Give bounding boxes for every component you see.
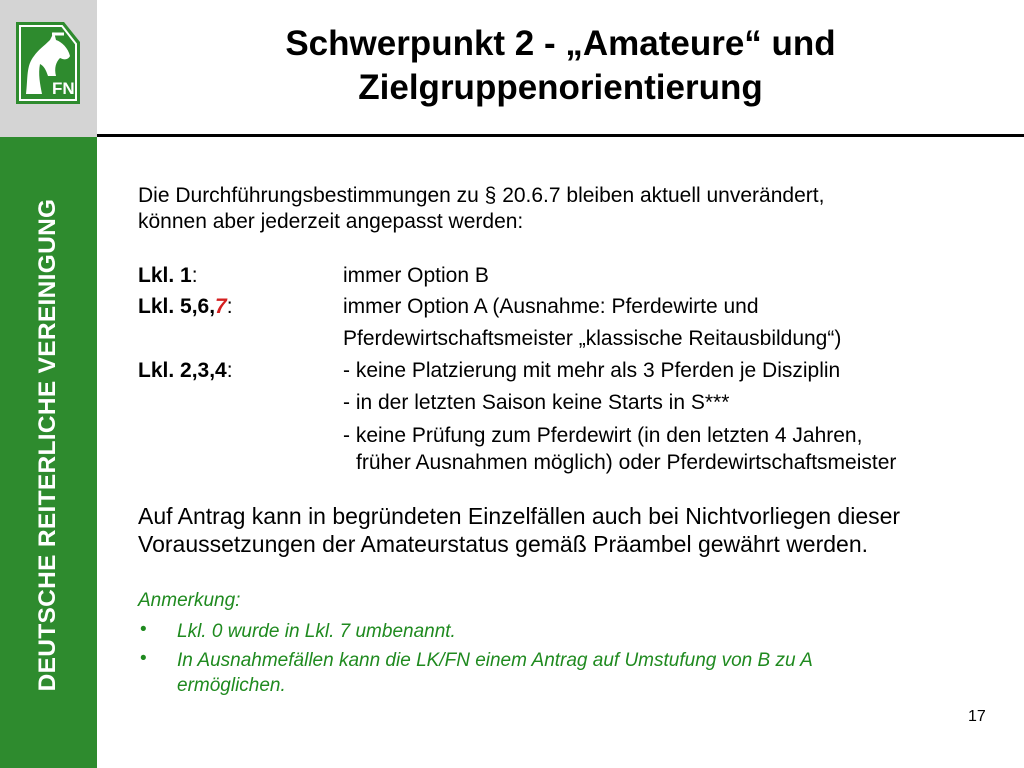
note-item-2-line-1: In Ausnahmefällen kann die LK/FN einem Antrag auf Umstufung von B zu A xyxy=(177,650,813,671)
intro-line-1: Die Durchführungsbestimmungen zu § 20.6.7 bleiben aktuell unverändert, xyxy=(138,184,825,207)
note-heading: Anmerkung: xyxy=(138,590,241,611)
lkl234-value-line-4: früher Ausnahmen möglich) oder Pferdewirtschaftsmeister xyxy=(356,451,897,474)
lkl567-value-line-2: Pferdewirtschaftsmeister „klassische Reitausbildung“) xyxy=(343,327,842,350)
page-number: 17 xyxy=(968,708,986,725)
title-line-1: Schwerpunkt 2 - „Amateure“ und xyxy=(285,24,836,63)
lkl567-label: Lkl. 5,6,7: xyxy=(138,295,233,318)
note-item-2 xyxy=(177,648,813,698)
sidebar-organization-text: DEUTSCHE REITERLICHE VEREINIGUNG xyxy=(34,198,61,692)
note-bullet-2: • xyxy=(140,648,147,669)
exception-paragraph xyxy=(138,502,1008,558)
logo-box xyxy=(0,0,97,137)
paragraph-line-2: Voraussetzungen der Amateurstatus gemäß Präambel gewährt werden. xyxy=(138,531,869,557)
logo-text: FN xyxy=(52,79,75,98)
note-item-1: Lkl. 0 wurde in Lkl. 7 umbenannt. xyxy=(177,621,456,642)
paragraph-line-1: Auf Antrag kann in begründeten Einzelfällen auch bei Nichtvorliegen dieser xyxy=(138,503,901,529)
intro-line-2: können aber jederzeit angepasst werden: xyxy=(138,210,524,233)
lkl234-value-line-3: - keine Prüfung zum Pferdewirt (in den letzten 4 Jahren, xyxy=(343,424,863,447)
lkl1-value: immer Option B xyxy=(343,264,489,287)
fn-horse-logo-icon xyxy=(12,20,84,106)
lkl7-highlight: 7 xyxy=(215,295,227,318)
title-divider xyxy=(97,134,1024,137)
lkl567-value-line-1: immer Option A (Ausnahme: Pferdewirte und xyxy=(343,295,759,318)
lkl1-label: Lkl. 1: xyxy=(138,264,198,287)
lkl234-value-line-2: - in der letzten Saison keine Starts in S*** xyxy=(343,391,730,414)
title-line-2: Zielgruppenorientierung xyxy=(358,68,763,107)
page-title xyxy=(97,22,1024,110)
lkl234-value-line-1: - keine Platzierung mit mehr als 3 Pferden je Disziplin xyxy=(343,359,841,382)
intro-text xyxy=(138,183,958,235)
note-bullet-1: • xyxy=(140,619,147,640)
lkl234-label: Lkl. 2,3,4: xyxy=(138,359,233,382)
note-item-2-line-2: ermöglichen. xyxy=(177,675,286,696)
